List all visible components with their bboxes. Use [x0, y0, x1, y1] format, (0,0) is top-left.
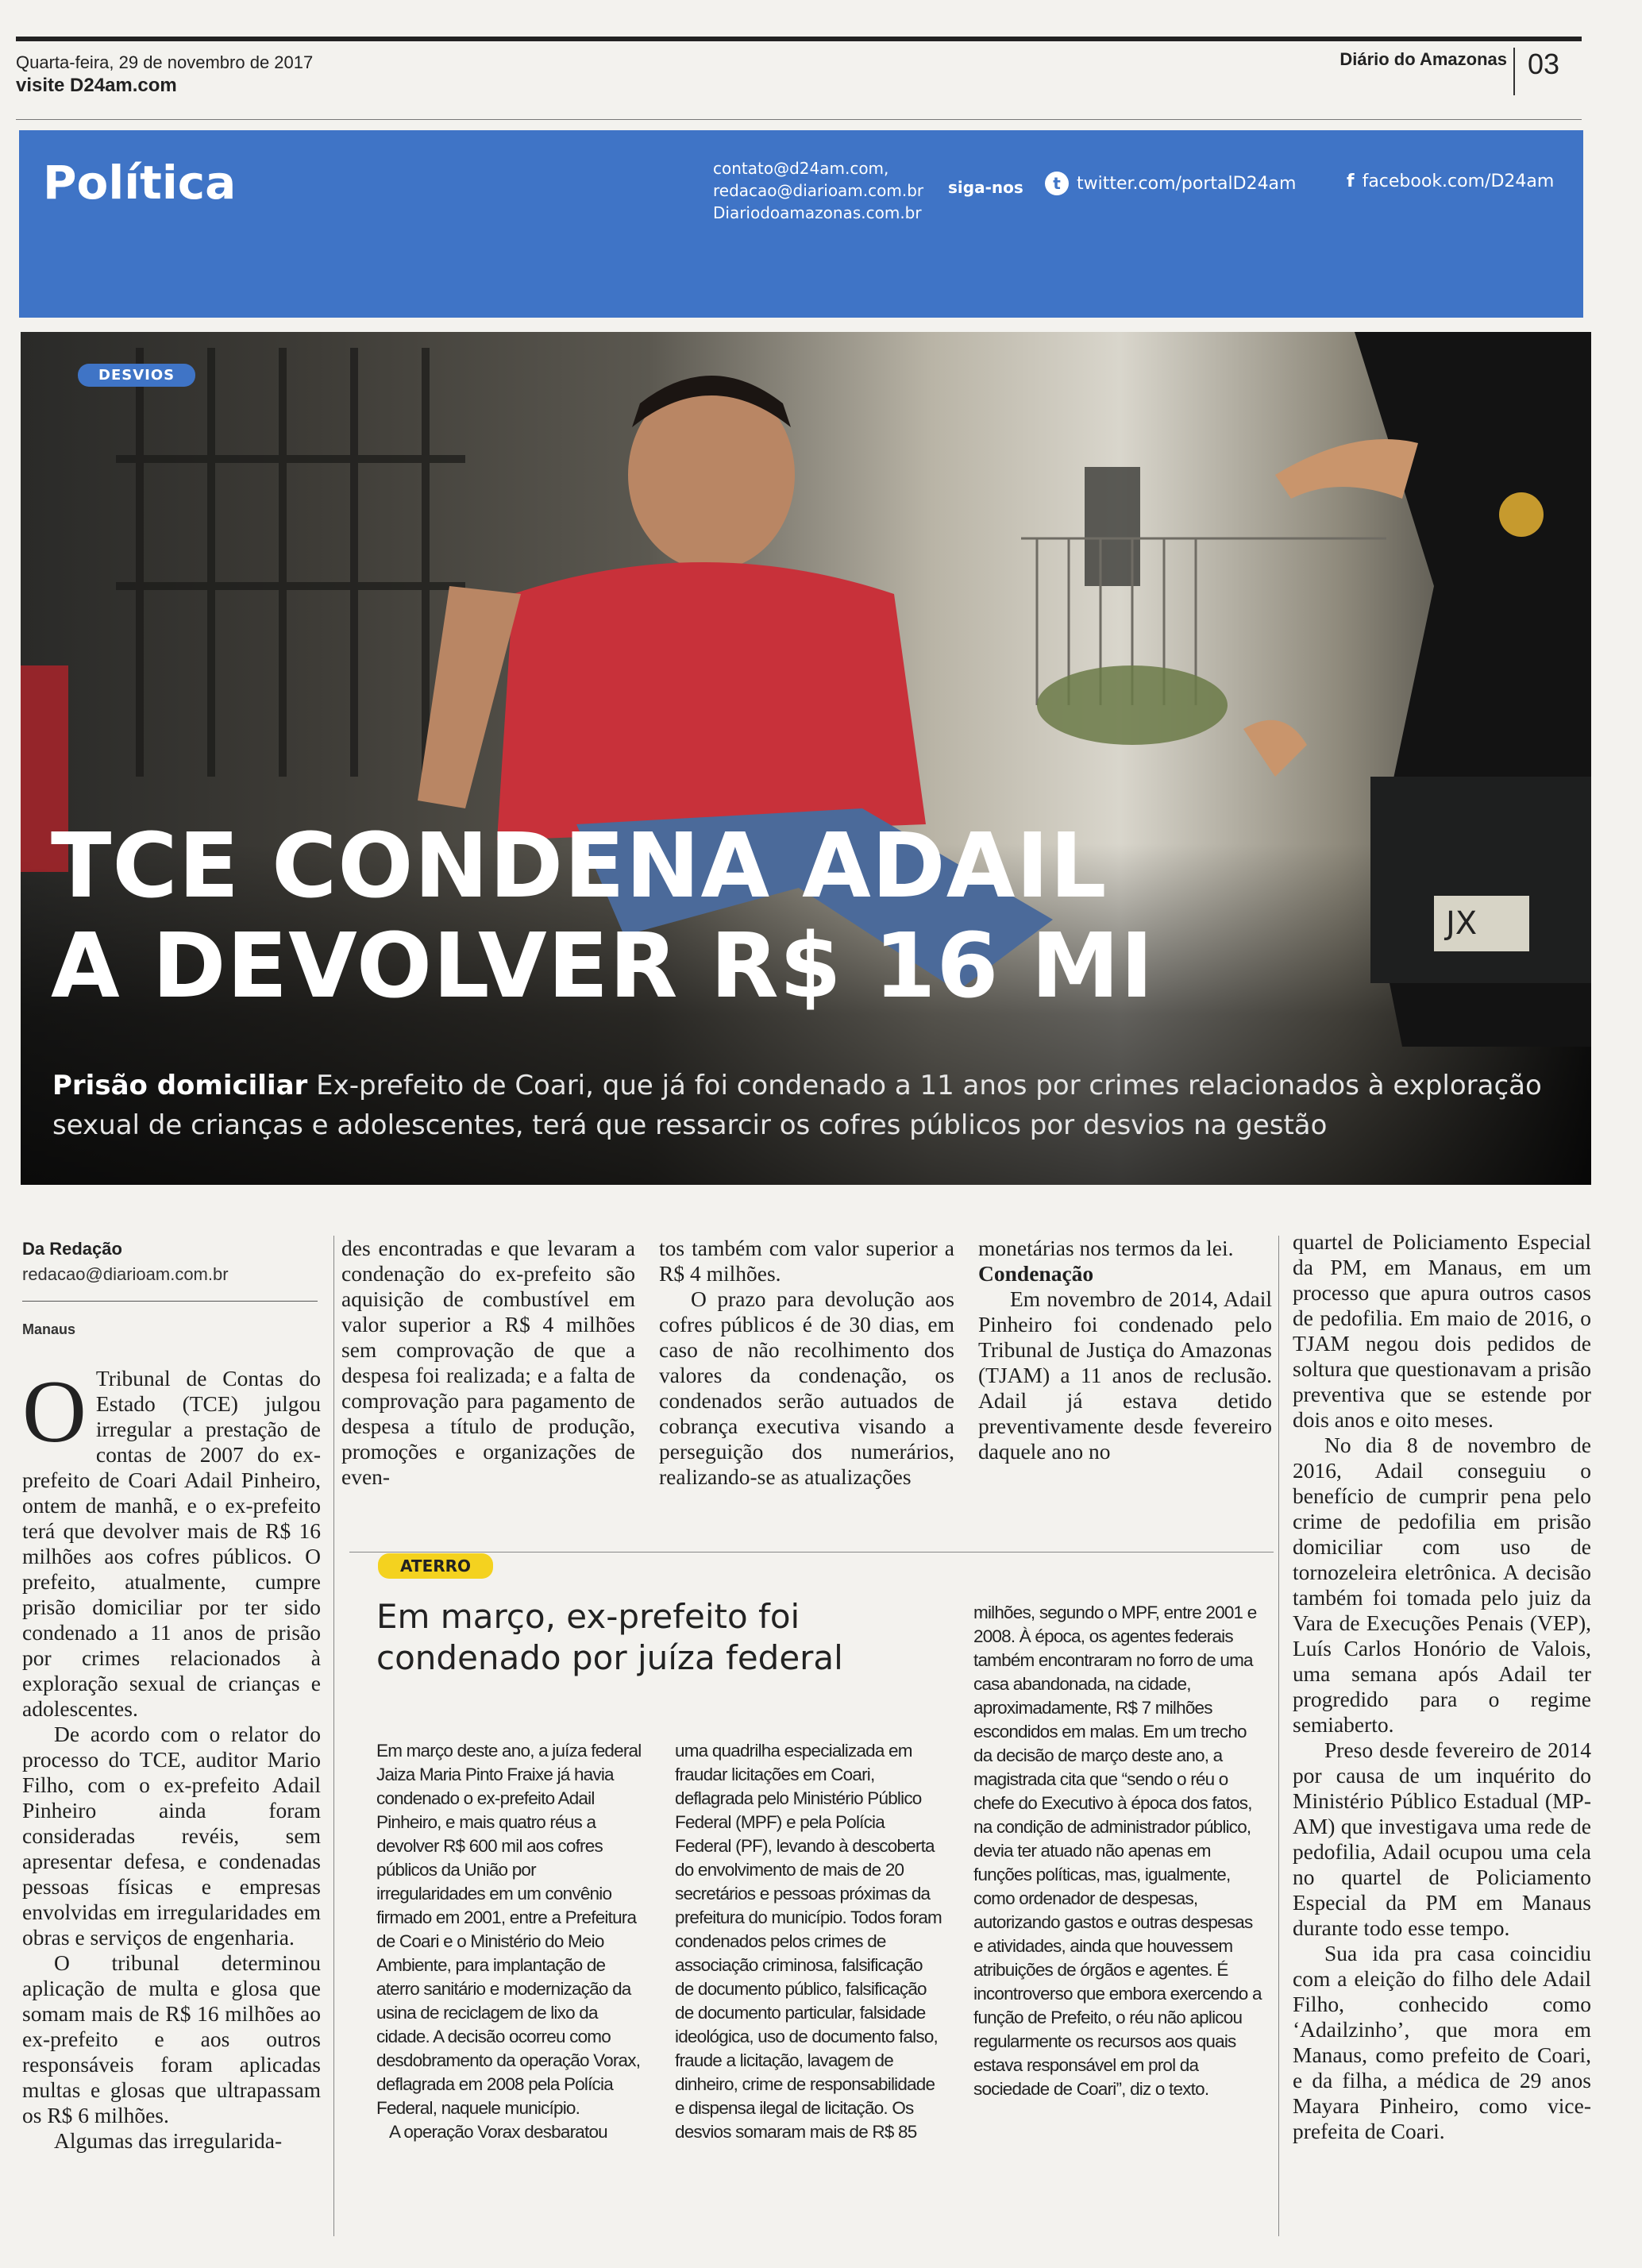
headline-line-2: A DEVOLVER R$ 16 MI — [51, 915, 1154, 1018]
article-column-2 — [341, 1236, 635, 1490]
deck-text: Ex-prefeito de Coari, que já foi condenado a 11 anos por crimes relacionados à exploração sexual de crianças e adolescentes, terá que ressarcir os cofres públicos por desvios na gestão — [52, 1070, 1542, 1141]
follow-label: siga-nos — [948, 178, 1023, 197]
sidebar-paragraph: Em março deste ano, a juíza federal Jaiza Maria Pinto Fraixe já havia condenado o ex-prefeito Adail Pinheiro, e mais quatro réus a devolver R$ 600 mil aos cofres públicos da União por irregularidades em um convênio firmado em 2001, entre a Prefeitura de Coari e o Ministério do Meio Ambiente, para implantação de aterro sanitário e modernização da usina de reciclagem de lixo da cidade. A decisão ocorreu como desdobramento da operação Vorax, deflagrada em 2008 pela Polícia Federal, naquele município. — [376, 1741, 642, 2118]
header-rule — [16, 119, 1582, 120]
article-paragraph: tos também com valor superior a R$ 4 milhões. — [659, 1236, 954, 1286]
article-column-1 — [22, 1363, 321, 2154]
drop-cap: O — [22, 1363, 87, 1461]
headline — [51, 816, 1559, 1016]
article-column-3 — [659, 1236, 954, 1490]
website[interactable]: Diariodoamazonas.com.br — [713, 203, 922, 222]
sidebar-paragraph: A operação Vorax desbaratou — [389, 2122, 607, 2142]
article-paragraph: Algumas das irregularida- — [54, 2128, 283, 2153]
article-paragraph: Em novembro de 2014, Adail Pinheiro foi condenado pelo Tribunal de Justiça do Amazonas (TJAM) a 11 anos de reclusão. Adail já estava detido preventivamente desde fevereiro daquele ano no — [978, 1286, 1272, 1464]
subhead: Condenação — [978, 1261, 1094, 1286]
issue-date: Quarta-feira, 29 de novembro de 2017 — [16, 52, 314, 72]
twitter-handle: twitter.com/portalD24am — [1077, 173, 1297, 194]
sidebar-column-3 — [973, 1601, 1264, 2101]
twitter-icon: t — [1045, 172, 1069, 195]
svg-text:JX: JX — [1446, 905, 1478, 942]
article-paragraph — [22, 1363, 321, 1722]
contact-email[interactable]: contato@d24am.com, — [713, 159, 889, 178]
sidebar-paragraph: uma quadrilha especializada em fraudar licitações em Coari, deflagrada pelo Ministério Público Federal (MPF) e pela Polícia Federal (PF), levando à descoberta do envolvimento de mais de 20 secretários e pessoas próximas da prefeitura do município. Todos foram condenados pelos crimes de associação criminosa, falsificação de documento público, falsificação de documento particular, falsidade ideológica, uso de documento falso, fraude a licitação, lavagem de dinheiro, crime de responsabilidade e dispensa ilegal de licitação. Os desvios somaram mais de R$ 85 — [675, 1741, 942, 2142]
sidebar-title: Em março, ex-prefeito foi condenado por juíza federal — [376, 1597, 843, 1677]
article-paragraph: des encontradas e que levaram a condenação do ex-prefeito são aquisição de combustível em valor superior a R$ 4 milhões sem comprovação de que a despesa foi realizada; e a falta de comprovação para pagamento de despesa a título de produção, promoções e organizações de even- — [341, 1236, 635, 1489]
article-paragraph-text: Tribunal de Contas do Estado (TCE) julgou irregular a prestação de contas de 2007 do ex-prefeito de Coari Adail Pinheiro, ontem de manhã, e o ex-prefeito terá que devolver mais de R$ 16 milhões aos cofres públicos. O prefeito, atualmente, cumpre prisão domiciliar por ter sido condenado a 11 anos de prisão por crimes relacionados à exploração sexual de crianças e adolescentes. — [22, 1366, 321, 1721]
sidebar-column-1 — [376, 1739, 643, 2144]
site-link[interactable]: visite D24am.com — [16, 75, 177, 96]
lead-tag: DESVIOS — [78, 364, 195, 387]
sidebar-tag: ATERRO — [378, 1553, 493, 1579]
section-banner — [19, 130, 1583, 318]
paper-name: Diário do Amazonas — [1339, 49, 1507, 69]
article-paragraph: No dia 8 de novembro de 2016, Adail conseguiu o benefício de cumprir pena pelo crime de pedofilia em prisão domiciliar com uso de tornozeleira eletrônica. A decisão também foi tomada pelo juiz da Vara de Execuções Penais (VEP), Luís Carlos Honório de Valois, uma semana após Adail ter progredido para o regime semiaberto. — [1293, 1433, 1591, 1737]
article-paragraph: Preso desde fevereiro de 2014 por causa de um inquérito do Ministério Público Estadual (MP-AM) que investigava uma rede de pedofilia, Adail ocupou uma cela no quartel de Policiamento Especial da PM em Manaus durante todo esse tempo. — [1293, 1738, 1591, 1940]
section-title: Política — [43, 156, 237, 210]
dateline-place: Manaus — [22, 1321, 76, 1337]
article-column-4 — [978, 1236, 1272, 1464]
facebook-link[interactable] — [1347, 172, 1554, 191]
deck — [52, 1066, 1577, 1145]
article-paragraph: De acordo com o relator do processo do TCE, auditor Mario Filho, com o ex-prefeito Adail Pinheiro ainda foram consideradas revéis, sem apresentar defesa, e condenadas pessoas físicas e empresas envolvidas em irregularidades em obras e serviços de engenharia. — [22, 1722, 321, 1950]
headline-line-1: TCE CONDENA ADAIL — [51, 815, 1108, 918]
sidebar-column-2 — [675, 1739, 942, 2144]
byline-rule — [22, 1301, 318, 1302]
column-rule — [1278, 1236, 1279, 2236]
deck-label: Prisão domiciliar — [52, 1070, 308, 1101]
sidebar-paragraph: milhões, segundo o MPF, entre 2001 e 2008. À época, os agentes federais também encontraram no forro de uma casa abandonada, na cidade, aproximadamente, R$ 7 milhões escondidos em malas. Em um trecho da decisão de março deste ano, a magistrada cita que “sendo o réu o chefe do Executivo à época dos fatos, na condição de administrador público, devia ter atuado não apenas em funções políticas, mas, igualmente, como ordenador de despesas, autorizando gastos e outras despesas e atividades, ainda que houvessem atribuições de órgãos e agentes. É incontroverso que embora exercendo a função de Prefeito, o réu não aplicou regularmente os recursos aos quais estava responsável em prol da sociedade de Coari”, diz o texto. — [973, 1603, 1262, 2099]
newsroom-email[interactable]: redacao@diarioam.com.br — [713, 181, 924, 200]
column-rule — [333, 1236, 334, 2236]
byline-email[interactable]: redacao@diarioam.com.br — [22, 1264, 229, 1284]
article-paragraph: monetárias nos termos da lei. — [978, 1236, 1234, 1260]
article-paragraph: O prazo para devolução aos cofres públicos é de 30 dias, em caso de não recolhimento dos valores da condenação, os condenados serão autuados de cobrança executiva visando a perseguição dos numerários, realizando-se as atualizações — [659, 1286, 954, 1489]
byline-author: Da Redação — [22, 1239, 122, 1259]
page-number-divider — [1513, 48, 1515, 95]
page-number: 03 — [1528, 48, 1560, 80]
article-paragraph: Sua ida pra casa coincidiu com a eleição do filho dele Adail Filho, conhecido como ‘Adailzinho’, que mora em Manaus, como prefeito de Coari, e da filha, a médica de 29 anos Mayara Pinheiro, como vice-prefeita de Coari. — [1293, 1941, 1591, 2143]
facebook-icon: f — [1347, 172, 1355, 191]
facebook-handle: facebook.com/D24am — [1362, 172, 1555, 191]
contact-block — [713, 157, 923, 224]
article-column-5 — [1293, 1229, 1591, 2144]
twitter-link[interactable] — [1045, 172, 1296, 195]
article-paragraph: quartel de Policiamento Especial da PM, em Manaus, em um processo que apura outros casos de pedofilia. Em maio de 2016, o TJAM negou dois pedidos de soltura que questionavam a prisão preventiva que se estende por dois anos e oito meses. — [1293, 1229, 1591, 1432]
lead-photo — [21, 332, 1591, 1185]
top-rule — [16, 37, 1582, 41]
photo-scene — [21, 332, 1591, 1185]
article-paragraph: O tribunal determinou aplicação de multa e glosa que somam mais de R$ 16 milhões ao ex-prefeito e aos outros responsáveis foram aplicadas multas e glosas que ultrapassam os R$ 6 milhões. — [22, 1950, 321, 2127]
